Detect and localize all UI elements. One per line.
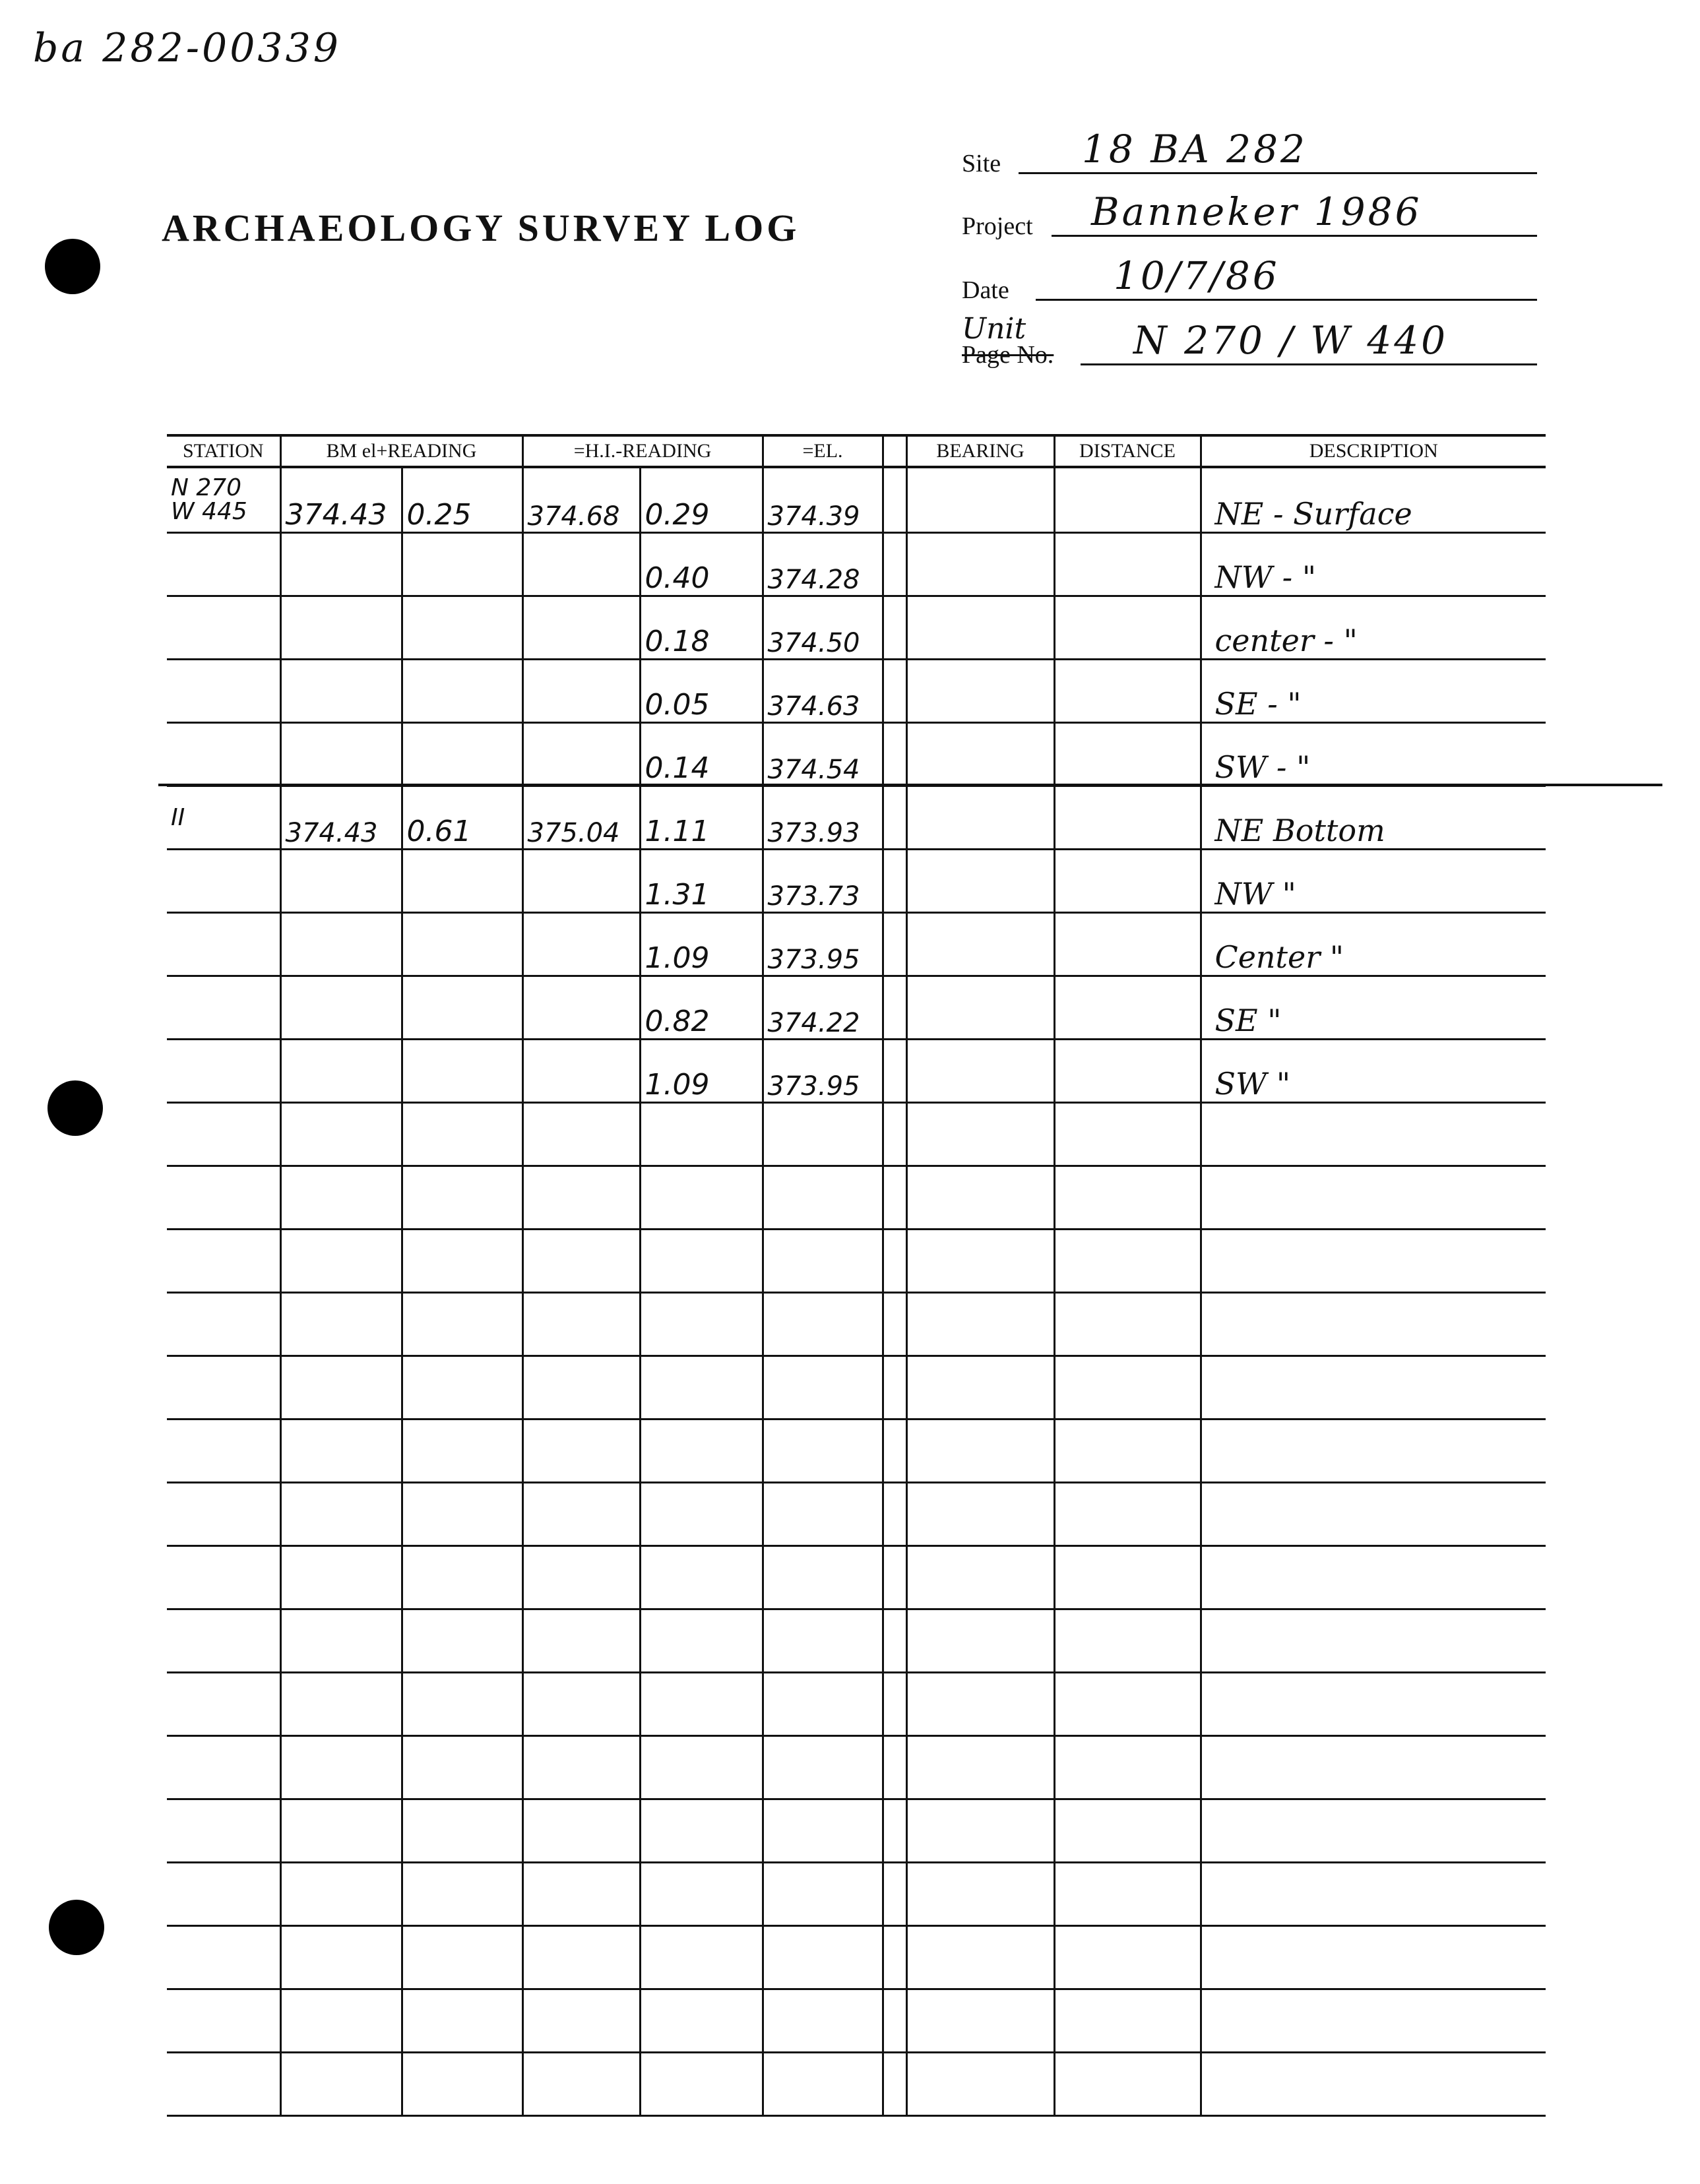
- station-line-1: N 270: [171, 474, 242, 501]
- hi-reading-cell: 1.09: [640, 913, 763, 976]
- table-row: [167, 467, 1546, 533]
- spacer-cell: [883, 596, 906, 660]
- station-line-2: W 445: [171, 498, 247, 525]
- bm-el-cell: 374.43: [280, 467, 402, 533]
- table-header-row: [167, 435, 1546, 467]
- bm-reading-cell: [402, 660, 522, 723]
- distance-cell: [1054, 467, 1201, 533]
- hi-cell: 374.68: [522, 467, 640, 533]
- bm-reading-cell: [402, 596, 522, 660]
- table-row: [167, 660, 1546, 723]
- el-cell: 374.54: [763, 723, 883, 786]
- table-row: [167, 1230, 1546, 1293]
- page-no-printed-label: Page No.: [962, 341, 1054, 369]
- station-cell: [167, 976, 280, 1040]
- page-no-field: [962, 312, 1537, 369]
- table-row: [167, 1799, 1546, 1863]
- station-cell: [167, 467, 280, 533]
- distance-cell: [1054, 850, 1201, 913]
- el-cell: 373.95: [763, 913, 883, 976]
- hi-cell: [522, 533, 640, 596]
- page-no-underline: [1081, 363, 1537, 365]
- hi-reading-cell: 0.14: [640, 723, 763, 786]
- station-cell: II: [167, 786, 280, 850]
- site-label: Site: [962, 150, 1001, 177]
- bm-el-cell: [280, 533, 402, 596]
- surface-bottom-separator: [158, 784, 1662, 786]
- el-cell: 374.63: [763, 660, 883, 723]
- hi-reading-cell: 0.29: [640, 467, 763, 533]
- distance-cell: [1054, 1040, 1201, 1103]
- station-cell: [167, 1040, 280, 1103]
- site-underline: [1019, 172, 1537, 174]
- hi-reading-cell: 1.11: [640, 786, 763, 850]
- table-row: [167, 976, 1546, 1040]
- table-row: [167, 1420, 1546, 1483]
- station-cell: [167, 723, 280, 786]
- hi-cell: [522, 850, 640, 913]
- station-cell: [167, 913, 280, 976]
- spacer-cell: [883, 723, 906, 786]
- description-cell: SE ": [1201, 976, 1546, 1040]
- bearing-cell: [906, 786, 1054, 850]
- header-description: DESCRIPTION: [1201, 435, 1546, 467]
- bm-reading-cell: [402, 533, 522, 596]
- site-value: 18 BA 282: [1082, 127, 1307, 172]
- bm-reading-cell: [402, 723, 522, 786]
- bm-el-cell: [280, 850, 402, 913]
- table-row: [167, 1293, 1546, 1356]
- spacer-cell: [883, 976, 906, 1040]
- table-row: [167, 1546, 1546, 1609]
- bm-el-cell: [280, 913, 402, 976]
- hi-cell: [522, 723, 640, 786]
- bearing-cell: [906, 1040, 1054, 1103]
- bearing-cell: [906, 723, 1054, 786]
- project-field: [962, 189, 1537, 241]
- date-underline: [1036, 299, 1537, 301]
- bearing-cell: [906, 850, 1054, 913]
- el-cell: 374.22: [763, 976, 883, 1040]
- station-cell: [167, 850, 280, 913]
- page-no-label: [962, 312, 1054, 369]
- form-title: ARCHAEOLOGY SURVEY LOG: [162, 206, 800, 249]
- header-spacer: [883, 435, 906, 467]
- station-cell: [167, 596, 280, 660]
- description-cell: SE - ": [1201, 660, 1546, 723]
- header-distance: DISTANCE: [1054, 435, 1201, 467]
- el-cell: 374.39: [763, 467, 883, 533]
- distance-cell: [1054, 786, 1201, 850]
- date-field: [962, 253, 1537, 305]
- table-row: [167, 913, 1546, 976]
- project-label: Project: [962, 212, 1033, 240]
- table-row: [167, 1103, 1546, 1166]
- header-hi-reading: =H.I.-READING: [522, 435, 763, 467]
- bearing-cell: [906, 467, 1054, 533]
- table-row: [167, 723, 1546, 786]
- header-bm-el-reading: BM el+READING: [280, 435, 522, 467]
- station-cell: [167, 660, 280, 723]
- hi-reading-cell: 0.18: [640, 596, 763, 660]
- table-row: [167, 1736, 1546, 1799]
- bm-reading-cell: [402, 976, 522, 1040]
- table-row: [167, 1483, 1546, 1546]
- hi-cell: 375.04: [522, 786, 640, 850]
- description-cell: SW ": [1201, 1040, 1546, 1103]
- spacer-cell: [883, 660, 906, 723]
- table-row: [167, 1863, 1546, 1926]
- binder-hole-middle: [47, 1080, 103, 1136]
- bm-el-cell: [280, 660, 402, 723]
- spacer-cell: [883, 533, 906, 596]
- description-cell: NE - Surface: [1201, 467, 1546, 533]
- bm-reading-cell: 0.61: [402, 786, 522, 850]
- table-row: [167, 1989, 1546, 2053]
- bm-reading-cell: [402, 913, 522, 976]
- bm-reading-cell: [402, 1040, 522, 1103]
- table-row: [167, 1609, 1546, 1673]
- bearing-cell: [906, 596, 1054, 660]
- bm-reading-cell: 0.25: [402, 467, 522, 533]
- el-cell: 373.73: [763, 850, 883, 913]
- table-row: [167, 1040, 1546, 1103]
- table-row: [167, 1926, 1546, 1989]
- spacer-cell: [883, 1040, 906, 1103]
- hi-cell: [522, 596, 640, 660]
- header-station: STATION: [167, 435, 280, 467]
- table-row: [167, 1673, 1546, 1736]
- table-row: [167, 596, 1546, 660]
- hi-reading-cell: 1.09: [640, 1040, 763, 1103]
- description-cell: NW - ": [1201, 533, 1546, 596]
- project-underline: [1052, 235, 1537, 237]
- bearing-cell: [906, 660, 1054, 723]
- distance-cell: [1054, 913, 1201, 976]
- hi-cell: [522, 660, 640, 723]
- spacer-cell: [883, 913, 906, 976]
- distance-cell: [1054, 660, 1201, 723]
- description-cell: SW - ": [1201, 723, 1546, 786]
- spacer-cell: [883, 467, 906, 533]
- el-cell: 374.28: [763, 533, 883, 596]
- distance-cell: [1054, 976, 1201, 1040]
- header-bearing: BEARING: [906, 435, 1054, 467]
- date-label: Date: [962, 276, 1009, 304]
- table-row: [167, 786, 1546, 850]
- project-value: Banneker 1986: [1091, 189, 1422, 234]
- hi-reading-cell: 0.82: [640, 976, 763, 1040]
- document-id: ba 282-00339: [33, 25, 341, 71]
- el-cell: 374.50: [763, 596, 883, 660]
- table-row: [167, 2053, 1546, 2116]
- table-row: [167, 1356, 1546, 1420]
- description-cell: NW ": [1201, 850, 1546, 913]
- binder-hole-bottom: [49, 1900, 104, 1955]
- bearing-cell: [906, 976, 1054, 1040]
- header-el: =EL.: [763, 435, 883, 467]
- bm-reading-cell: [402, 850, 522, 913]
- spacer-cell: [883, 786, 906, 850]
- hi-reading-cell: 0.05: [640, 660, 763, 723]
- distance-cell: [1054, 723, 1201, 786]
- bm-el-cell: [280, 723, 402, 786]
- bm-el-cell: [280, 976, 402, 1040]
- date-value: 10/7/86: [1114, 253, 1280, 298]
- site-field: [962, 127, 1537, 178]
- el-cell: 373.93: [763, 786, 883, 850]
- distance-cell: [1054, 533, 1201, 596]
- description-cell: center - ": [1201, 596, 1546, 660]
- bm-el-cell: [280, 596, 402, 660]
- table-row: [167, 1166, 1546, 1230]
- table-row: [167, 850, 1546, 913]
- survey-log-table: [167, 434, 1546, 2117]
- bm-el-cell: 374.43: [280, 786, 402, 850]
- description-cell: NE Bottom: [1201, 786, 1546, 850]
- description-cell: Center ": [1201, 913, 1546, 976]
- bearing-cell: [906, 913, 1054, 976]
- hi-reading-cell: 1.31: [640, 850, 763, 913]
- table-row: [167, 533, 1546, 596]
- page-no-value: N 270 / W 440: [1133, 318, 1449, 363]
- unit-handwritten-label: Unit: [962, 312, 1026, 346]
- hi-reading-cell: 0.40: [640, 533, 763, 596]
- el-cell: 373.95: [763, 1040, 883, 1103]
- distance-cell: [1054, 596, 1201, 660]
- hi-cell: [522, 913, 640, 976]
- bearing-cell: [906, 533, 1054, 596]
- hi-cell: [522, 976, 640, 1040]
- spacer-cell: [883, 850, 906, 913]
- hi-cell: [522, 1040, 640, 1103]
- binder-hole-top: [45, 239, 100, 294]
- bm-el-cell: [280, 1040, 402, 1103]
- station-cell: [167, 533, 280, 596]
